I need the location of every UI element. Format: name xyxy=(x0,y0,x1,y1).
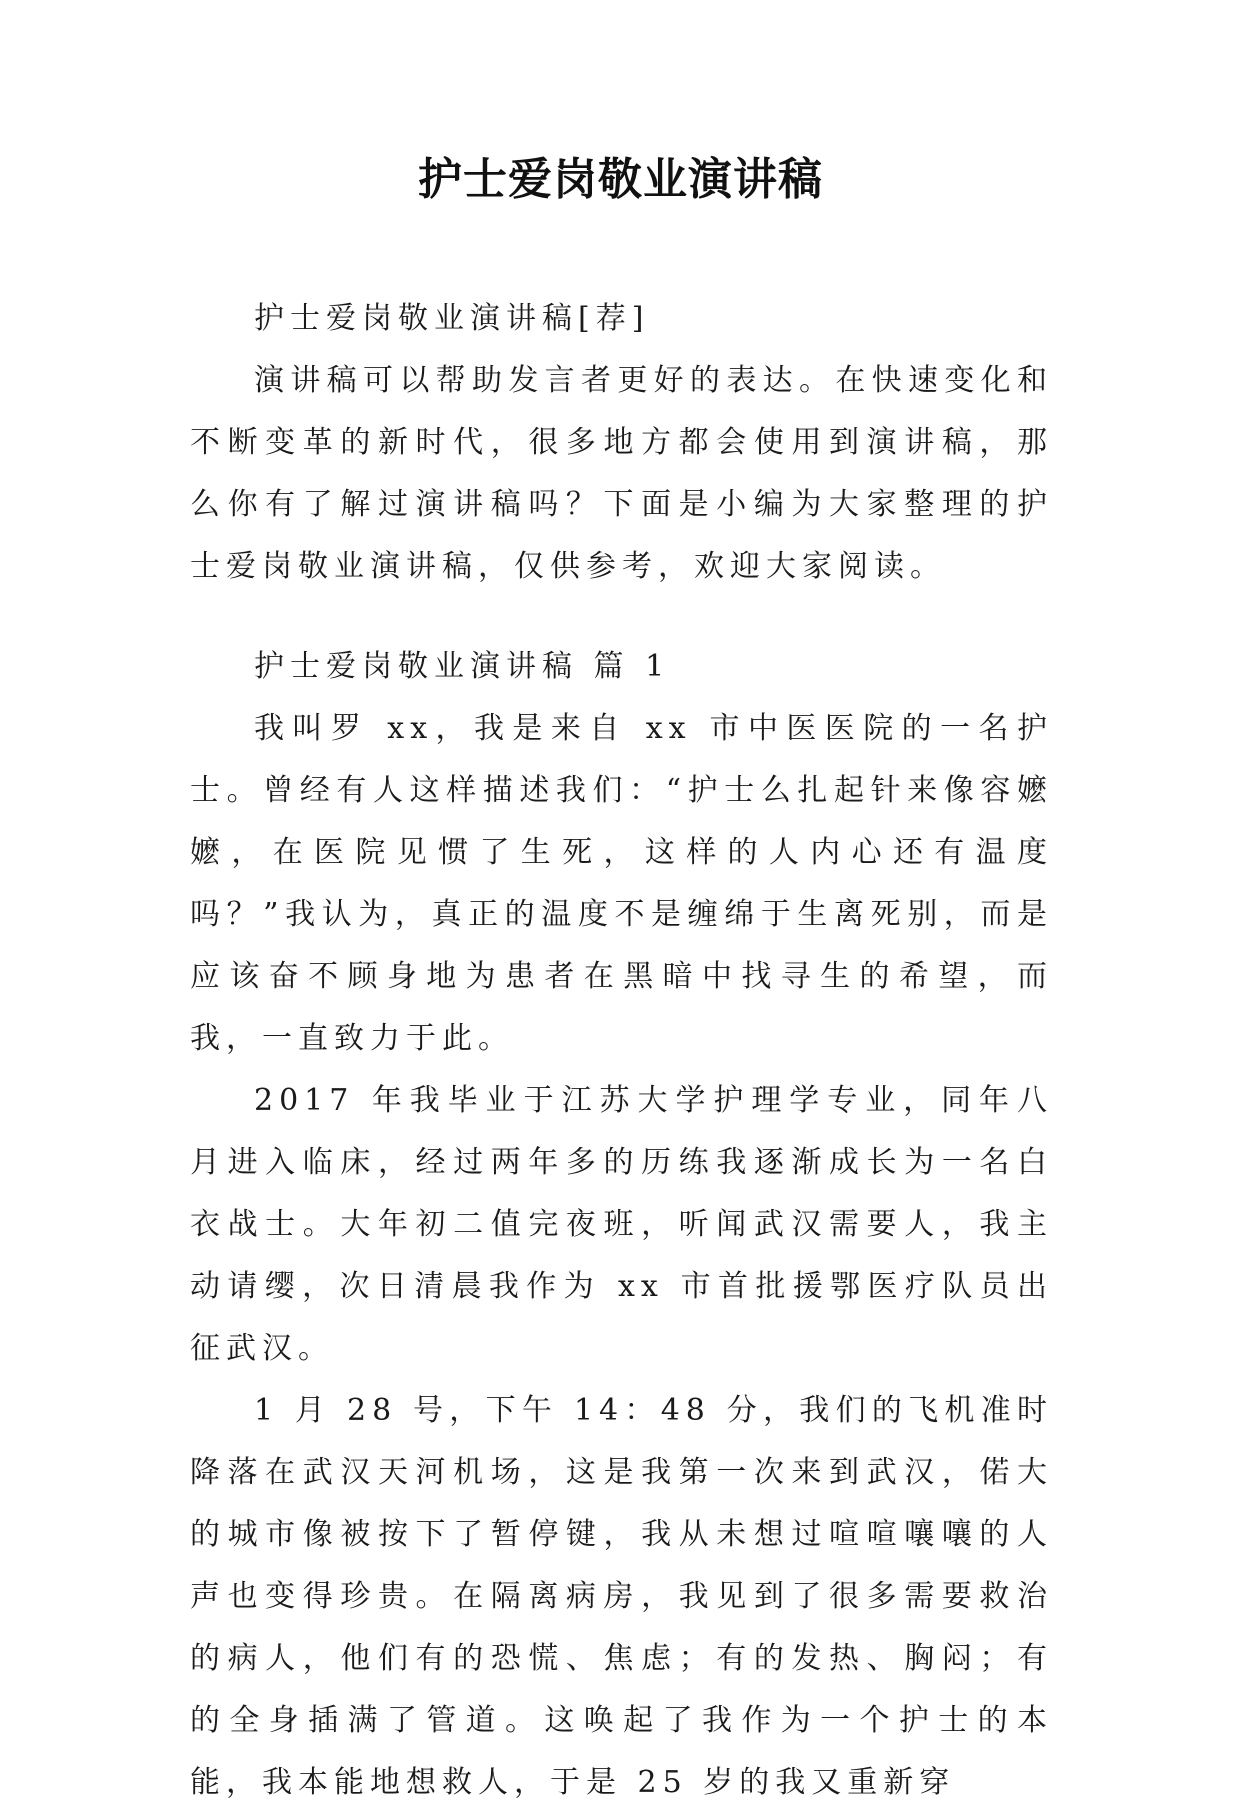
body-paragraph-3: 1 月 28 号，下午 14：48 分，我们的飞机准时降落在武汉天河机场，这是我第一次来到武汉，偌大的城市像被按下了暂停键，我从未想过喧喧嚷嚷的人声也变得珍贵。在隔离病房，我见到了很多需要救治的病人，他们有的恐慌、焦虑；有的发热、胸闷；有的全身插满了管道。这唤起了我作为一个护士的本能，我本能地想救人，于是 25 岁的我又重新穿 xyxy=(190,1393,1053,1800)
body-paragraph-1: 我叫罗 xx，我是来自 xx 市中医医院的一名护士。曾经有人这样描述我们：“护士么扎起针来像容嬷嬷，在医院见惯了生死，这样的人内心还有温度吗？”我认为，真正的温度不是缠绵于生离死别，而是应该奋不顾身地为患者在黑暗中找寻生的希望，而我，一直致力于此。 xyxy=(190,711,1053,1056)
body-paragraph-2: 2017 年我毕业于江苏大学护理学专业，同年八月进入临床，经过两年多的历练我逐渐成长为一名白衣战士。大年初二值完夜班，听闻武汉需要人，我主动请缨，次日清晨我作为 xx 市首批援鄂医疗队员出征武汉。 xyxy=(190,1083,1053,1366)
intro-heading: 护士爱岗敬业演讲稿[荐] xyxy=(254,301,650,336)
section-heading: 护士爱岗敬业演讲稿 篇 1 xyxy=(254,649,671,684)
article-block xyxy=(190,636,1053,1814)
document-title: 护士爱岗敬业演讲稿 xyxy=(418,154,823,205)
intro-paragraph: 演讲稿可以帮助发言者更好的表达。在快速变化和不断变革的新时代，很多地方都会使用到演讲稿，那么你有了解过演讲稿吗？下面是小编为大家整理的护士爱岗敬业演讲稿，仅供参考，欢迎大家阅读。 xyxy=(190,363,1053,584)
intro-block xyxy=(190,288,1053,598)
